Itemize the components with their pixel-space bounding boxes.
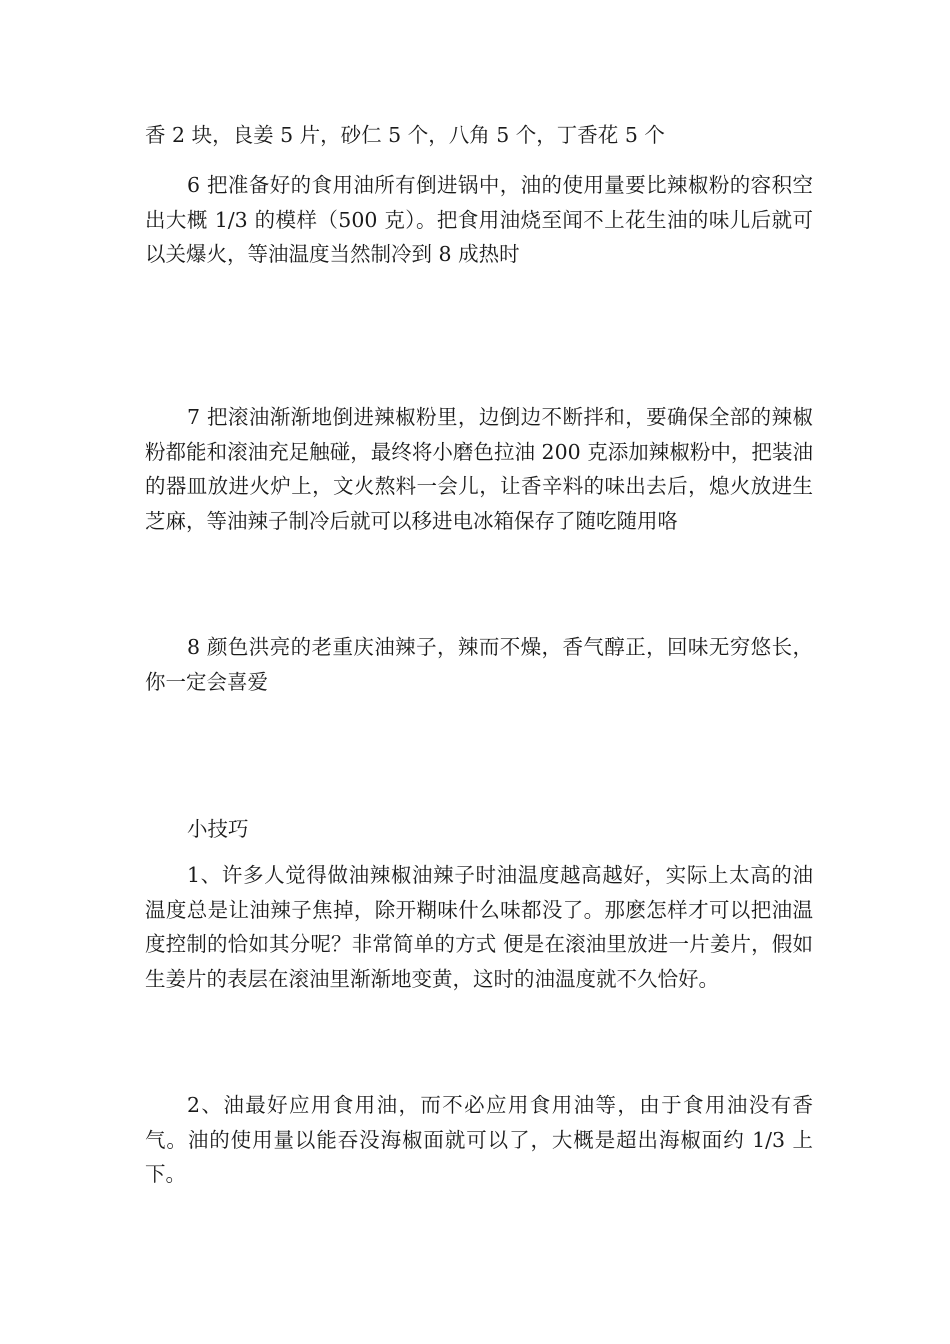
paragraph-ingredients-continued: 香 2 块，良姜 5 片，砂仁 5 个，八角 5 个，丁香花 5 个 bbox=[145, 123, 665, 147]
paragraph-tip-2: 2、油最好应用食用油，而不必应用食用油等，由于食用油没有香气。油的使用量以能吞没海椒面就可以了，大概是超出海椒面约 1/3 上下。 bbox=[145, 1093, 813, 1186]
section-heading-tips: 小技巧 bbox=[187, 817, 249, 841]
paragraph-tip-1: 1、许多人觉得做油辣椒油辣子时油温度越高越好，实际上太高的油温度总是让油辣子焦掉，除开糊味什么味都没了。那麽怎样才可以把油温度控制的恰如其分呢？非常简单的方式 便是在滚油里放进一片姜片，假如生姜片的表层在滚油里渐渐地变黄，这时的油温度就不久恰好。 bbox=[145, 863, 813, 991]
paragraph-step-8: 8 颜色洪亮的老重庆油辣子，辣而不燥，香气醇正，回味无穷悠长，你一定会喜爱 bbox=[145, 635, 813, 694]
paragraph-step-7: 7 把滚油渐渐地倒进辣椒粉里，边倒边不断拌和，要确保全部的辣椒粉都能和滚油充足触碰，最终将小磨色拉油 200 克添加辣椒粉中，把装油的器皿放进火炉上，文火熬料一会儿，让香辛料的味出去后，熄火放进生芝麻，等油辣子制冷后就可以移进电冰箱保存了随吃随用咯 bbox=[145, 405, 813, 533]
paragraph-step-6: 6 把准备好的食用油所有倒进锅中，油的使用量要比辣椒粉的容积空出大概 1/3 的模样（500 克）。把食用油烧至闻不上花生油的味儿后就可以关爆火，等油温度当然制冷到 8 成热时 bbox=[145, 173, 813, 266]
